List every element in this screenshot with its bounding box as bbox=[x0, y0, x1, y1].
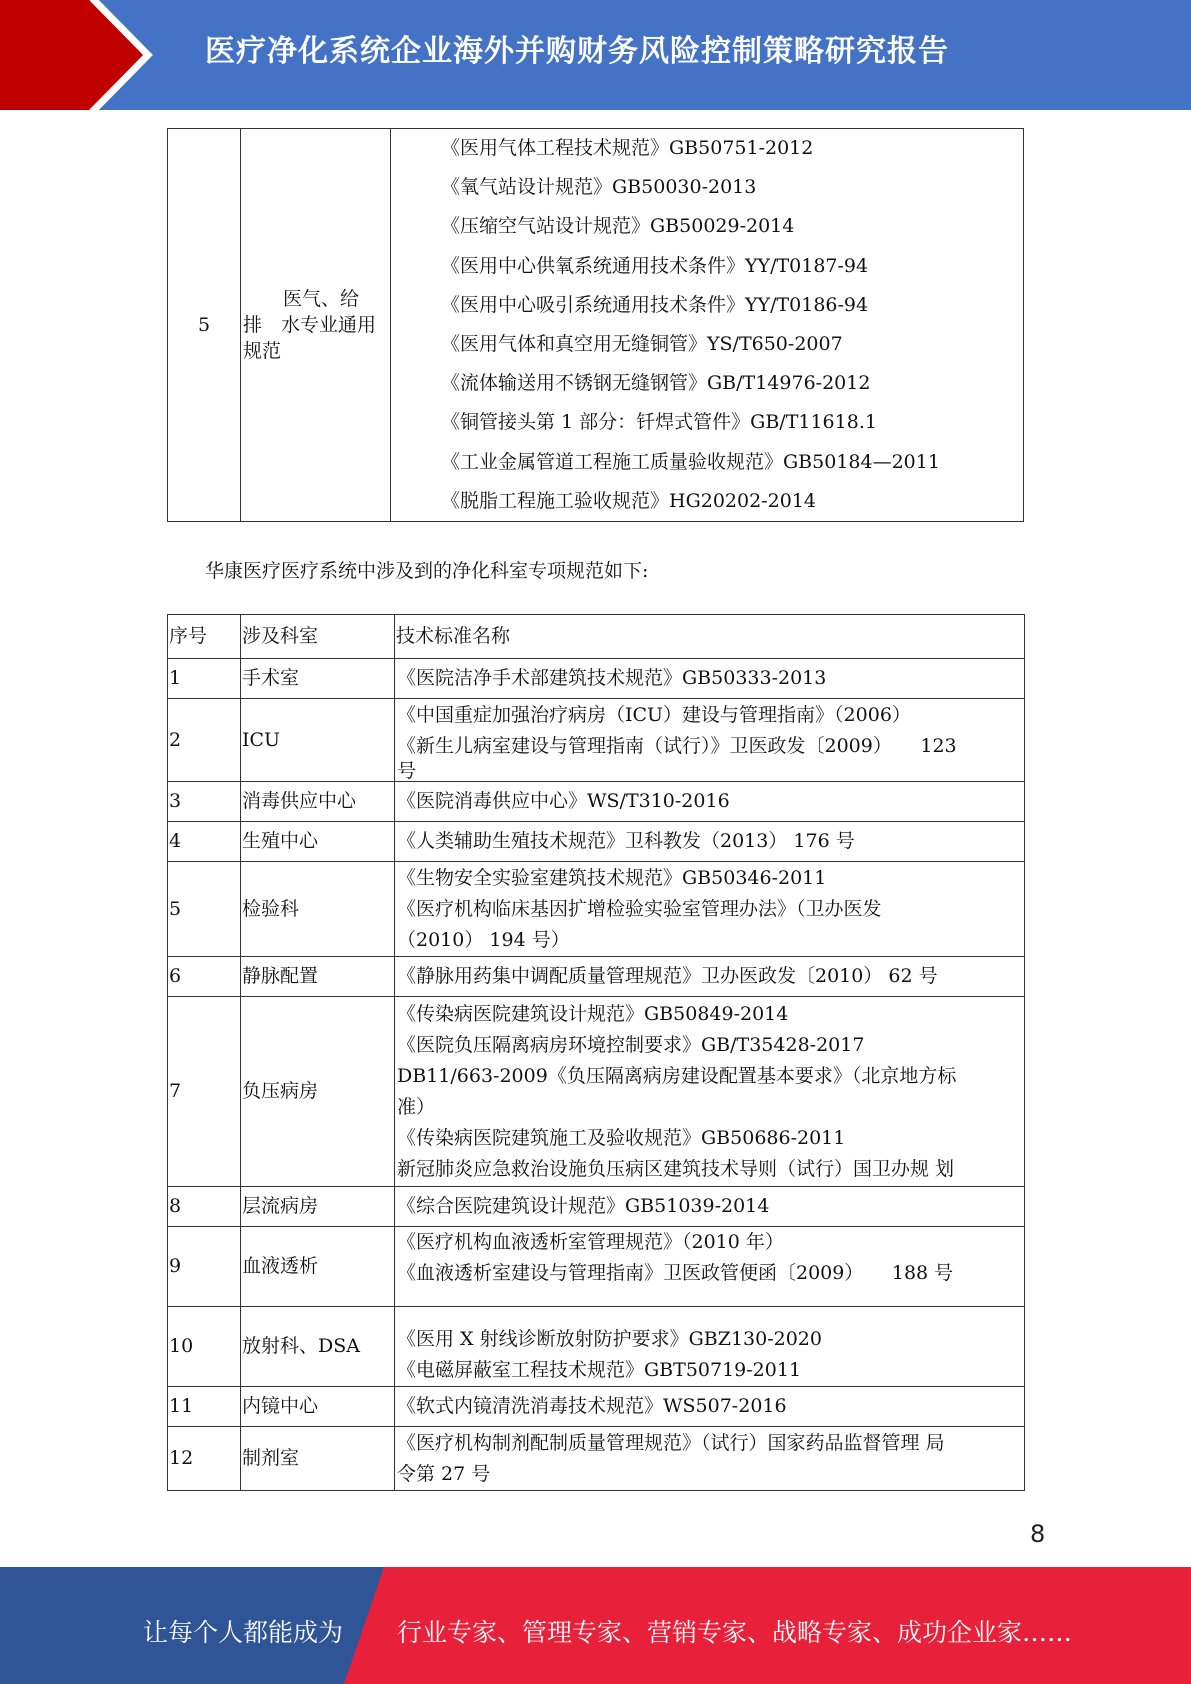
standard-cell bbox=[395, 1387, 1025, 1427]
standard-line: 《综合医院建筑设计规范》GB51039-2014 bbox=[397, 1195, 770, 1217]
standard-line: 《医用 X 射线诊断放射防护要求》GBZ130-2020 bbox=[397, 1328, 822, 1350]
page-footer bbox=[0, 1567, 1191, 1684]
standard-line: 《软式内镜清洗消毒技术规范》WS507-2016 bbox=[397, 1395, 787, 1417]
footer-slogan-right: 行业专家、管理专家、营销专家、战略专家、成功企业家…… bbox=[397, 1618, 1073, 1647]
standard-line: 《新生儿病室建设与管理指南（试行）》卫医政发〔2009） 123 bbox=[397, 734, 957, 757]
standard-line: 《医院消毒供应中心》WS/T310-2016 bbox=[397, 790, 730, 812]
row-number: 6 bbox=[168, 957, 241, 997]
row-number: 9 bbox=[168, 1227, 241, 1307]
category-line: 医气、给 bbox=[283, 287, 360, 310]
row-number: 4 bbox=[168, 822, 241, 862]
table-row bbox=[168, 782, 1025, 822]
header-title: 医疗净化系统企业海外并购财务风险控制策略研究报告 bbox=[205, 34, 949, 69]
table-row bbox=[168, 862, 1025, 957]
standard-cell bbox=[395, 957, 1025, 997]
category-cell bbox=[241, 129, 391, 522]
table-row bbox=[168, 1227, 1025, 1307]
row-number: 8 bbox=[168, 1187, 241, 1227]
column-header: 涉及科室 bbox=[241, 615, 395, 659]
column-header: 序号 bbox=[168, 615, 241, 659]
table-row bbox=[168, 1427, 1025, 1491]
department: 手术室 bbox=[241, 659, 395, 699]
department: 血液透析 bbox=[241, 1227, 395, 1307]
department: 检验科 bbox=[241, 862, 395, 957]
standard-line: DB11/663-2009《负压隔离病房建设配置基本要求》（北京地方标 bbox=[397, 1064, 957, 1087]
department: 静脉配置 bbox=[241, 957, 395, 997]
department: 负压病房 bbox=[241, 997, 395, 1187]
department: ICU bbox=[241, 699, 395, 782]
standard-line: 号 bbox=[397, 759, 417, 781]
standard-line: 准） bbox=[397, 1095, 436, 1118]
standard-item: 《医用中心供氧系统通用技术条件》YY/T0187-94 bbox=[441, 254, 869, 277]
row-number: 1 bbox=[168, 659, 241, 699]
table-row bbox=[168, 659, 1025, 699]
standard-cell bbox=[395, 782, 1025, 822]
standard-line: 《传染病医院建筑设计规范》GB50849-2014 bbox=[397, 1002, 789, 1025]
standard-line: 《静脉用药集中调配质量管理规范》卫办医政发〔2010） 62 号 bbox=[397, 965, 938, 987]
standard-line: （2010） 194 号） bbox=[397, 928, 570, 951]
department: 层流病房 bbox=[241, 1187, 395, 1227]
table-header-row bbox=[168, 615, 1025, 659]
table-row bbox=[168, 1387, 1025, 1427]
row-number: 2 bbox=[168, 699, 241, 782]
table-row bbox=[168, 997, 1025, 1187]
standard-line: 《传染病医院建筑施工及验收规范》GB50686-2011 bbox=[397, 1126, 846, 1149]
category-line: 规范 bbox=[243, 339, 282, 362]
row-number: 7 bbox=[168, 997, 241, 1187]
row-number: 3 bbox=[168, 782, 241, 822]
department: 放射科、DSA bbox=[241, 1307, 395, 1387]
row-number: 10 bbox=[168, 1307, 241, 1387]
standard-line: 《人类辅助生殖技术规范》卫科教发（2013） 176 号 bbox=[397, 830, 855, 852]
standard-line: 《中国重症加强治疗病房（ICU）建设与管理指南》（2006） bbox=[397, 703, 911, 726]
footer-slogan-left: 让每个人都能成为 bbox=[143, 1618, 344, 1647]
standard-line: 《生物安全实验室建筑技术规范》GB50346-2011 bbox=[397, 866, 827, 889]
standard-cell bbox=[395, 1427, 1025, 1491]
page-number: 8 bbox=[1030, 1520, 1046, 1548]
department: 消毒供应中心 bbox=[241, 782, 395, 822]
table-row bbox=[168, 957, 1025, 997]
standard-item: 《医用气体工程技术规范》GB50751-2012 bbox=[441, 137, 814, 159]
row-number: 12 bbox=[168, 1427, 241, 1491]
table-row bbox=[168, 699, 1025, 782]
standard-cell bbox=[395, 1227, 1025, 1307]
table-row bbox=[168, 129, 1024, 522]
standard-cell bbox=[395, 659, 1025, 699]
row-number: 11 bbox=[168, 1387, 241, 1427]
standard-line: 《医疗机构制剂配制质量管理规范》（试行）国家药品监督管理 局 bbox=[397, 1431, 945, 1454]
department: 生殖中心 bbox=[241, 822, 395, 862]
table-row bbox=[168, 822, 1025, 862]
row-number: 5 bbox=[168, 862, 241, 957]
header-arrow-graphic bbox=[0, 0, 160, 110]
row-number: 5 bbox=[168, 129, 241, 522]
standard-cell bbox=[395, 1187, 1025, 1227]
category-line: 排 水专业通用 bbox=[243, 313, 377, 336]
standard-item: 《医用气体和真空用无缝铜管》YS/T650-2007 bbox=[441, 332, 843, 355]
standard-cell bbox=[395, 822, 1025, 862]
standard-item: 《脱脂工程施工验收规范》HG20202-2014 bbox=[441, 489, 816, 512]
table-row bbox=[168, 1187, 1025, 1227]
standard-item: 《流体输送用不锈钢无缝钢管》GB/T14976-2012 bbox=[441, 372, 871, 395]
standard-line: 《电磁屏蔽室工程技术规范》GBT50719-2011 bbox=[397, 1359, 802, 1381]
intro-paragraph: 华康医疗医疗系统中涉及到的净化科室专项规范如下: bbox=[205, 560, 649, 582]
standard-cell bbox=[395, 1307, 1025, 1387]
department-standards-table bbox=[167, 614, 1025, 1491]
table-row bbox=[168, 1307, 1025, 1387]
standards-cell bbox=[391, 129, 1024, 522]
standard-item: 《压缩空气站设计规范》GB50029-2014 bbox=[441, 215, 795, 238]
standard-line: 《医院负压隔离病房环境控制要求》GB/T35428-2017 bbox=[397, 1033, 865, 1056]
standard-line: 《医疗机构血液透析室管理规范》（2010 年） bbox=[397, 1231, 784, 1253]
standard-line: 《血液透析室建设与管理指南》卫医政管便函〔2009） 188 号 bbox=[397, 1262, 954, 1284]
standard-item: 《工业金属管道工程施工质量验收规范》GB50184—2011 bbox=[441, 450, 940, 473]
standard-item: 《氧气站设计规范》GB50030-2013 bbox=[441, 176, 757, 199]
standard-line: 新冠肺炎应急救治设施负压病区建筑技术导则（试行）国卫办规 划 bbox=[397, 1157, 955, 1180]
column-header: 技术标准名称 bbox=[395, 615, 1025, 659]
page-header bbox=[0, 0, 1191, 110]
department: 制剂室 bbox=[241, 1427, 395, 1491]
standard-cell bbox=[395, 862, 1025, 957]
gas-standards-table bbox=[167, 128, 1024, 522]
standard-cell bbox=[395, 699, 1025, 782]
standard-line: 《医疗机构临床基因扩增检验实验室管理办法》（卫办医发 bbox=[397, 897, 882, 920]
department: 内镜中心 bbox=[241, 1387, 395, 1427]
standard-item: 《铜管接头第 1 部分：钎焊式管件》GB/T11618.1 bbox=[441, 411, 877, 434]
standard-cell bbox=[395, 997, 1025, 1187]
standard-line: 《医院洁净手术部建筑技术规范》GB50333-2013 bbox=[397, 667, 827, 689]
standard-line: 令第 27 号 bbox=[397, 1462, 491, 1485]
standard-item: 《医用中心吸引系统通用技术条件》YY/T0186-94 bbox=[441, 293, 869, 316]
